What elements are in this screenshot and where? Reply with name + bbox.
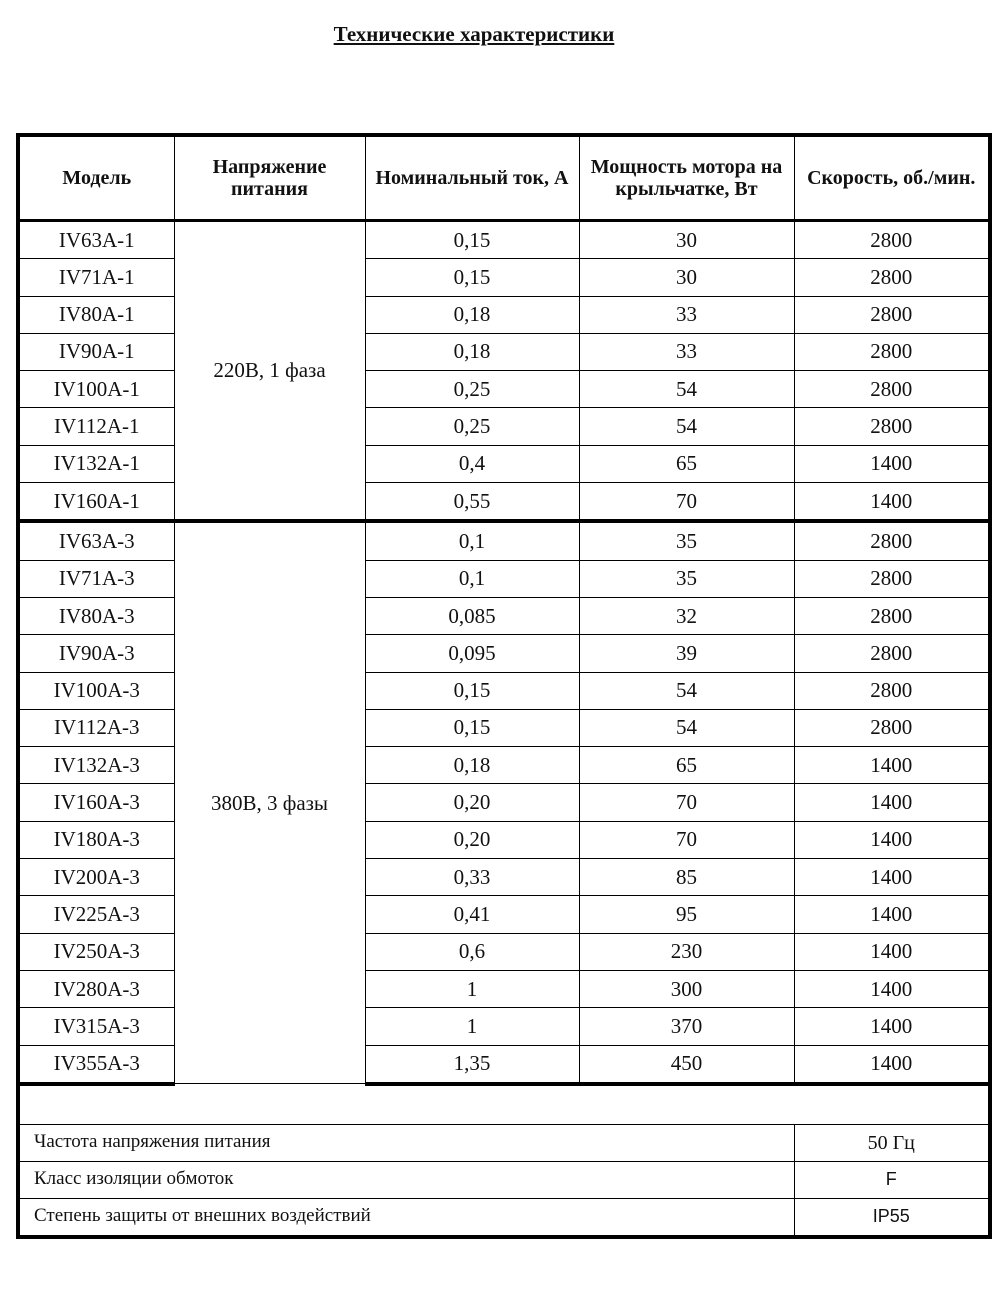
model-cell: IV90A-3 xyxy=(18,635,174,672)
table-row xyxy=(18,970,990,1007)
header-model: Модель xyxy=(18,135,174,221)
model-cell: IV225A-3 xyxy=(18,896,174,933)
table-row xyxy=(18,821,990,858)
model-cell: IV355A-3 xyxy=(18,1045,174,1084)
model-cell: IV160A-1 xyxy=(18,483,174,522)
current-cell: 0,4 xyxy=(365,445,579,482)
power-cell: 450 xyxy=(579,1045,794,1084)
speed-cell: 2800 xyxy=(794,408,990,445)
table-row xyxy=(18,483,990,522)
property-value: 50 Гц xyxy=(794,1124,990,1161)
speed-cell: 1400 xyxy=(794,784,990,821)
power-cell: 54 xyxy=(579,709,794,746)
current-cell: 0,1 xyxy=(365,560,579,597)
power-cell: 95 xyxy=(579,896,794,933)
speed-cell: 2800 xyxy=(794,672,990,709)
current-cell: 0,25 xyxy=(365,408,579,445)
power-cell: 33 xyxy=(579,333,794,370)
speed-cell: 2800 xyxy=(794,709,990,746)
table-row xyxy=(18,859,990,896)
model-cell: IV100A-1 xyxy=(18,371,174,408)
table-row xyxy=(18,672,990,709)
speed-cell: 2800 xyxy=(794,635,990,672)
power-cell: 70 xyxy=(579,821,794,858)
table-row xyxy=(18,1008,990,1045)
speed-cell: 1400 xyxy=(794,1045,990,1084)
current-cell: 0,15 xyxy=(365,709,579,746)
power-cell: 30 xyxy=(579,259,794,296)
power-cell: 70 xyxy=(579,784,794,821)
property-label: Класс изоляции обмоток xyxy=(18,1161,794,1198)
current-cell: 1 xyxy=(365,1008,579,1045)
speed-cell: 1400 xyxy=(794,747,990,784)
current-cell: 0,085 xyxy=(365,597,579,634)
speed-cell: 1400 xyxy=(794,1008,990,1045)
power-cell: 35 xyxy=(579,521,794,560)
property-value: F xyxy=(794,1161,990,1198)
speed-cell: 2800 xyxy=(794,296,990,333)
current-cell: 1,35 xyxy=(365,1045,579,1084)
table-row xyxy=(18,296,990,333)
power-cell: 30 xyxy=(579,221,794,259)
model-cell: IV160A-3 xyxy=(18,784,174,821)
model-cell: IV280A-3 xyxy=(18,970,174,1007)
spec-table xyxy=(16,133,992,1239)
table-row xyxy=(18,784,990,821)
header-voltage: Напряжение питания xyxy=(174,135,365,221)
model-cell: IV63A-3 xyxy=(18,521,174,560)
property-label: Частота напряжения питания xyxy=(18,1124,794,1161)
table-row xyxy=(18,333,990,370)
speed-cell: 1400 xyxy=(794,821,990,858)
current-cell: 0,55 xyxy=(365,483,579,522)
table-row xyxy=(18,408,990,445)
power-cell: 65 xyxy=(579,747,794,784)
current-cell: 0,1 xyxy=(365,521,579,560)
current-cell: 0,18 xyxy=(365,296,579,333)
model-cell: IV80A-1 xyxy=(18,296,174,333)
model-cell: IV63A-1 xyxy=(18,221,174,259)
speed-cell: 2800 xyxy=(794,521,990,560)
current-cell: 0,20 xyxy=(365,821,579,858)
table-row xyxy=(18,597,990,634)
current-cell: 0,095 xyxy=(365,635,579,672)
speed-cell: 1400 xyxy=(794,859,990,896)
model-cell: IV71A-3 xyxy=(18,560,174,597)
header-row xyxy=(18,135,990,221)
table-row xyxy=(18,445,990,482)
header-speed: Скорость, об./мин. xyxy=(794,135,990,221)
model-cell: IV100A-3 xyxy=(18,672,174,709)
blank-row xyxy=(18,1084,990,1125)
power-cell: 39 xyxy=(579,635,794,672)
table-row xyxy=(18,521,990,560)
property-value: IP55 xyxy=(794,1198,990,1237)
power-cell: 70 xyxy=(579,483,794,522)
speed-cell: 1400 xyxy=(794,445,990,482)
current-cell: 0,6 xyxy=(365,933,579,970)
model-cell: IV132A-3 xyxy=(18,747,174,784)
current-cell: 0,20 xyxy=(365,784,579,821)
header-current: Номинальный ток, А xyxy=(365,135,579,221)
power-cell: 54 xyxy=(579,672,794,709)
current-cell: 0,25 xyxy=(365,371,579,408)
property-row xyxy=(18,1198,990,1237)
speed-cell: 1400 xyxy=(794,970,990,1007)
table-row xyxy=(18,896,990,933)
power-cell: 33 xyxy=(579,296,794,333)
power-cell: 32 xyxy=(579,597,794,634)
power-cell: 35 xyxy=(579,560,794,597)
speed-cell: 2800 xyxy=(794,259,990,296)
current-cell: 1 xyxy=(365,970,579,1007)
power-cell: 230 xyxy=(579,933,794,970)
power-cell: 54 xyxy=(579,371,794,408)
property-row xyxy=(18,1161,990,1198)
current-cell: 0,15 xyxy=(365,221,579,259)
model-cell: IV80A-3 xyxy=(18,597,174,634)
blank-cell xyxy=(18,1084,990,1125)
voltage-cell: 380В, 3 фазы xyxy=(174,521,365,1083)
table-row xyxy=(18,560,990,597)
model-cell: IV200A-3 xyxy=(18,859,174,896)
table-row xyxy=(18,1045,990,1084)
speed-cell: 2800 xyxy=(794,333,990,370)
property-row xyxy=(18,1124,990,1161)
table-row xyxy=(18,221,990,259)
model-cell: IV250A-3 xyxy=(18,933,174,970)
model-cell: IV132A-1 xyxy=(18,445,174,482)
page-title: Технические характеристики xyxy=(333,22,615,46)
current-cell: 0,15 xyxy=(365,259,579,296)
speed-cell: 2800 xyxy=(794,597,990,634)
speed-cell: 2800 xyxy=(794,221,990,259)
power-cell: 300 xyxy=(579,970,794,1007)
power-cell: 65 xyxy=(579,445,794,482)
current-cell: 0,15 xyxy=(365,672,579,709)
speed-cell: 2800 xyxy=(794,560,990,597)
current-cell: 0,41 xyxy=(365,896,579,933)
model-cell: IV112A-1 xyxy=(18,408,174,445)
table-row xyxy=(18,933,990,970)
model-cell: IV71A-1 xyxy=(18,259,174,296)
current-cell: 0,33 xyxy=(365,859,579,896)
speed-cell: 1400 xyxy=(794,896,990,933)
table-row xyxy=(18,259,990,296)
power-cell: 85 xyxy=(579,859,794,896)
voltage-cell: 220В, 1 фаза xyxy=(174,221,365,522)
speed-cell: 1400 xyxy=(794,483,990,522)
speed-cell: 2800 xyxy=(794,371,990,408)
header-power: Мощность мотора на крыльчатке, Вт xyxy=(579,135,794,221)
power-cell: 54 xyxy=(579,408,794,445)
table-row xyxy=(18,747,990,784)
property-label: Степень защиты от внешних воздействий xyxy=(18,1198,794,1237)
model-cell: IV90A-1 xyxy=(18,333,174,370)
spec-table-body xyxy=(18,221,990,1237)
model-cell: IV112A-3 xyxy=(18,709,174,746)
current-cell: 0,18 xyxy=(365,747,579,784)
speed-cell: 1400 xyxy=(794,933,990,970)
table-row xyxy=(18,635,990,672)
current-cell: 0,18 xyxy=(365,333,579,370)
power-cell: 370 xyxy=(579,1008,794,1045)
table-row xyxy=(18,709,990,746)
table-row xyxy=(18,371,990,408)
model-cell: IV180A-3 xyxy=(18,821,174,858)
model-cell: IV315A-3 xyxy=(18,1008,174,1045)
